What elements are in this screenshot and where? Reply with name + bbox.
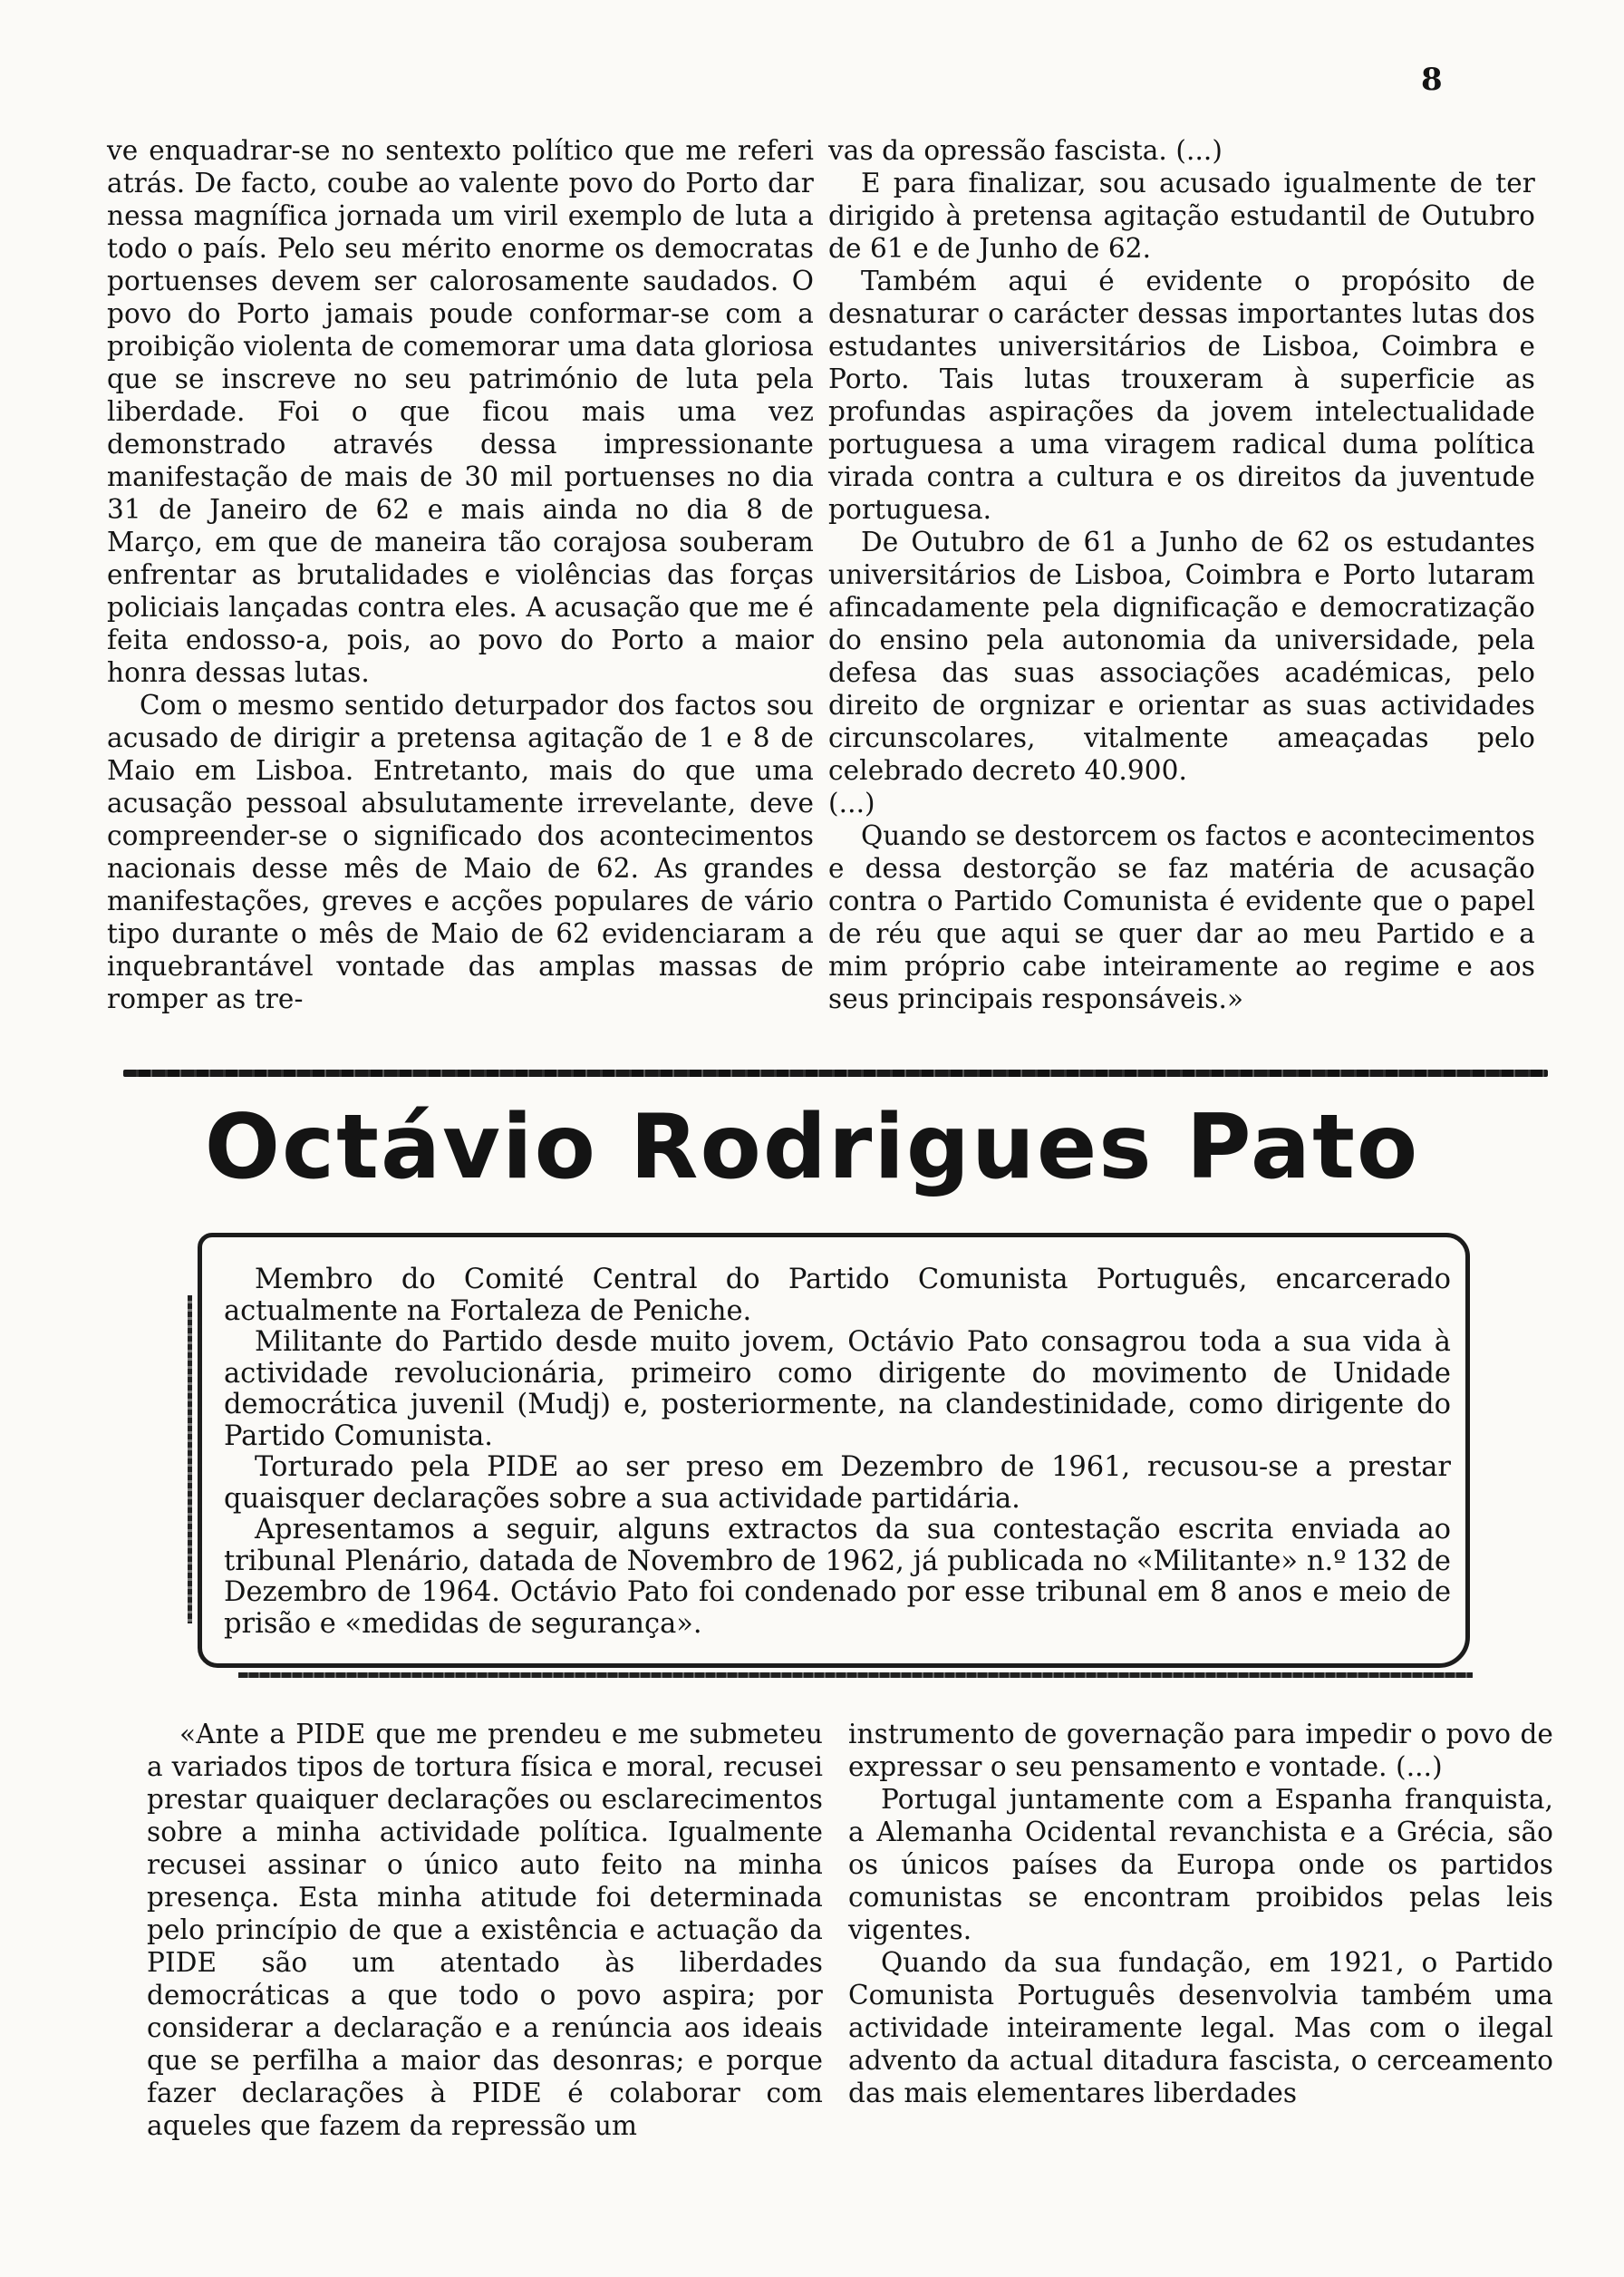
- paragraph: vas da opressão fascista. (...): [828, 135, 1223, 166]
- paragraph: Com o mesmo sentido deturpador dos factos sou acusado de dirigir a pretensa agitação de 1 e 8 de Maio em Lisboa. Entretanto, mais do que uma acusação pessoal absulutamente irrevelante, deve compreender-se o significado dos acontecimentos nacionais desse mês de Maio de 62. As grandes manifestações, greves e acções populares de vário tipo durante o mês de Maio de 62 evidenciaram a inquebrantável vontade das amplas massas de romper as tre-: [107, 690, 814, 1014]
- section-divider-rule: [123, 1070, 1548, 1077]
- top-left-column: [107, 134, 814, 1015]
- bio-paragraph: Militante do Partido desde muito jovem, Octávio Pato consagrou toda a sua vida à actividade revolucionária, primeiro como dirigente do movimento de Unidade democrática juvenil (Mudj) e, posteriormente, na clandestinidade, como dirigente do Partido Comunista.: [224, 1326, 1451, 1452]
- paragraph: Portugal juntamente com a Espanha franquista, a Alemanha Ocidental revanchista e a Grécia, são os únicos países da Europa onde os partidos comunistas se encontram proibidos pelas leis vigentes.: [848, 1784, 1553, 1945]
- bio-paragraph: Apresentamos a seguir, alguns extractos da sua contestação escrita enviada ao tribunal Plenário, datada de Novembro de 1962, já publicada no «Militante» n.º 132 de Dezembro de 1964. Octávio Pato foi condenado por esse tribunal em 8 anos e meio de prisão e «medidas de segurança».: [224, 1514, 1451, 1640]
- paragraph: E para finalizar, sou acusado igualmente de ter dirigido à pretensa agitação estudantil de Outubro de 61 e de Junho de 62.: [828, 168, 1535, 264]
- bio-paragraph: Torturado pela PIDE ao ser preso em Dezembro de 1961, recusou-se a prestar quaisquer declarações sobre a sua actividade partidária.: [224, 1451, 1451, 1515]
- paragraph: (...): [828, 788, 875, 819]
- paragraph: Quando da sua fundação, em 1921, o Partido Comunista Português desenvolvia também uma actividade inteiramente legal. Mas com o ilegal advento da actual ditadura fascista, o cerceamento das mais elementares liberdades: [848, 1947, 1553, 2108]
- paragraph: Quando se destorcem os factos e acontecimentos e dessa destorção se faz matéria de acusação contra o Partido Comunista é evidente que o papel de réu que aqui se quer dar ao meu Partido e a mim próprio cabe inteiramente ao regime e aos seus principais responsáveis.»: [828, 820, 1535, 1014]
- biography-text: [224, 1264, 1451, 1640]
- top-right-column: [828, 134, 1535, 1015]
- paragraph: ve enquadrar-se no sentexto político que me referi atrás. De facto, coube ao valente povo do Porto dar nessa magnífica jornada um viril exemplo de luta a todo o país. Pelo seu mérito enorme os democratas portuenses devem ser calorosamente saudados. O povo do Porto jamais poude conformar-se com a proibição violenta de comemorar uma data gloriosa que se inscreve no seu património de luta pela liberdade. Foi o que ficou mais uma vez demonstrado através dessa impressionante manifestação de mais de 30 mil portuenses no dia 31 de Janeiro de 62 e mais ainda no dia 8 de Março, em que de maneira tão corajosa souberam enfrentar as brutalidades e violências das forças policiais lançadas contra eles. A acusação que me é feita endosso-a, pois, ao povo do Porto a maior honra dessas lutas.: [107, 135, 814, 688]
- bio-paragraph: Membro do Comité Central do Partido Comunista Português, encarcerado actualmente na Fortaleza de Peniche.: [224, 1264, 1451, 1327]
- page-number: 8: [1421, 62, 1443, 98]
- paragraph: De Outubro de 61 a Junho de 62 os estudantes universitários de Lisboa, Coimbra e Porto lutaram afincadamente pela dignificação e democratização do ensino pela autonomia da universidade, pela defesa das suas associações académicas, pelo direito de orgnizar e orientar as suas actividades circunscolares, vitalmente ameaçadas pelo celebrado decreto 40.900.: [828, 527, 1535, 786]
- biography-box: [198, 1233, 1470, 1668]
- bottom-left-column: [147, 1718, 823, 2142]
- bottom-right-column: [848, 1718, 1553, 2109]
- paragraph: «Ante a PIDE que me prendeu e me submeteu a variados tipos de tortura física e moral, recusei prestar quaiquer declarações ou esclarecimentos sobre a minha actividade política. Igualmente recusei assinar o único auto feito na minha presença. Esta minha atitude foi determinada pelo princípio de que a existência e actuação da PIDE são um atentado às liberdades democráticas a que todo o povo aspira; por considerar a declaração e a renúncia aos ideais que se perfilha a maior das desonras; e porque fazer declarações à PIDE é colaborar com aqueles que fazem da repressão um: [147, 1719, 823, 2141]
- paragraph: Também aqui é evidente o propósito de desnaturar o carácter dessas importantes lutas dos estudantes universitários de Lisboa, Coimbra e Porto. Tais lutas trouxeram à superficie as profundas aspirações da jovem intelectualidade portuguesa a uma viragem radical duma política virada contra a cultura e os direitos da juventude portuguesa.: [828, 266, 1535, 525]
- paragraph: instrumento de governação para impedir o povo de expressar o seu pensamento e vontade. (...): [848, 1719, 1553, 1782]
- article-headline: Octávio Rodrigues Pato: [204, 1096, 1420, 1199]
